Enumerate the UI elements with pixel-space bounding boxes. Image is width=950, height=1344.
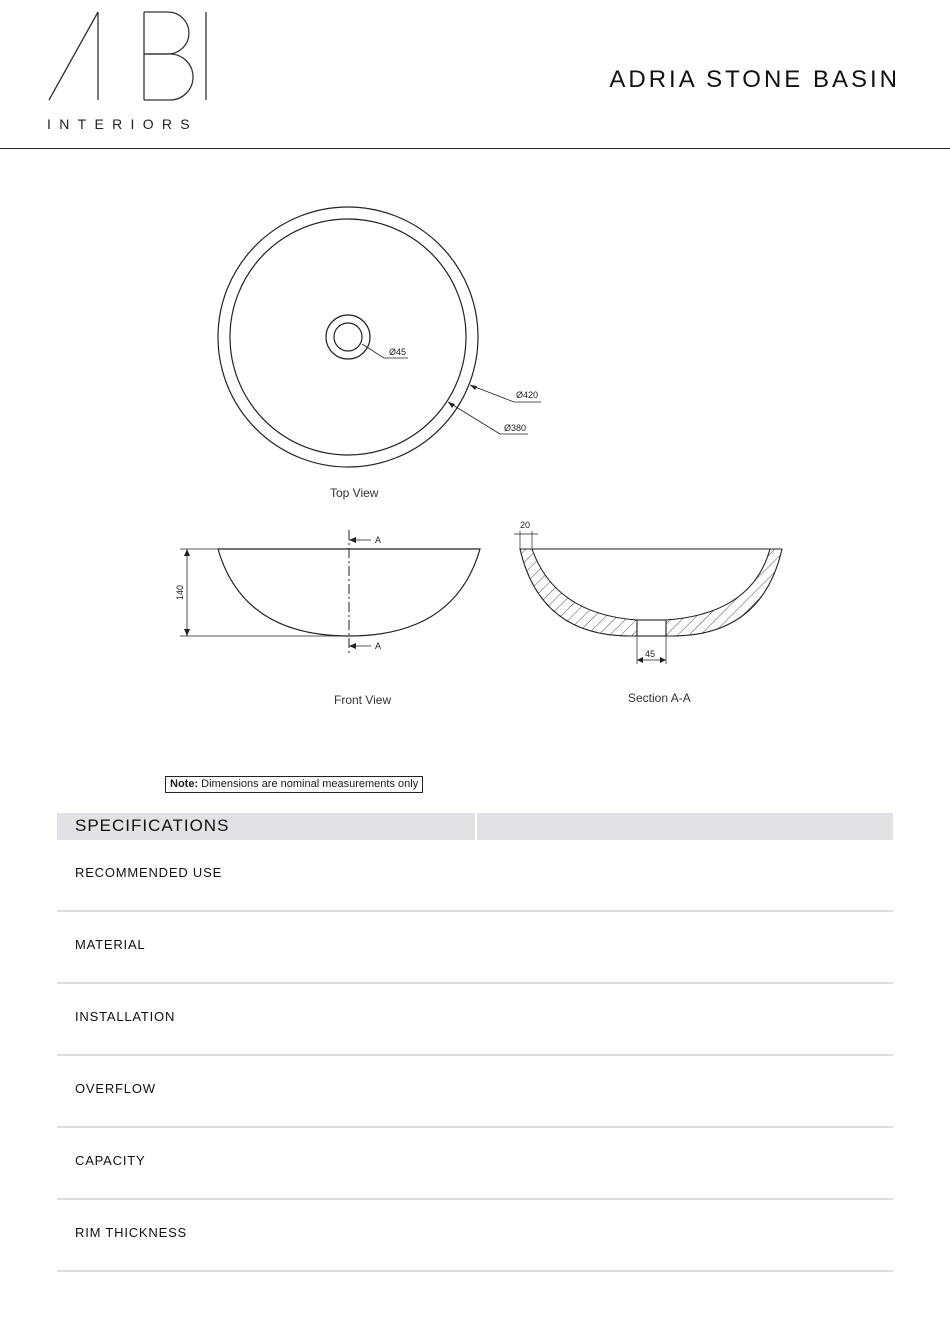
spec-label: MATERIAL: [75, 937, 146, 952]
section-mark-bottom: A: [375, 641, 382, 651]
outer-rim-circle: [218, 207, 478, 467]
dim-outer-diameter: Ø420: [516, 390, 539, 400]
top-view-label: Top View: [330, 486, 379, 500]
spec-row-installation: [57, 984, 893, 1056]
specifications-header: [57, 813, 893, 840]
section-waste-hole: [637, 620, 666, 636]
spec-row-material: [57, 912, 893, 984]
dim-rim: 20: [520, 520, 531, 530]
section-mark-top: A: [375, 535, 382, 545]
section-right-wall: [666, 549, 782, 636]
dim-height: 140: [175, 584, 185, 600]
spec-row-recommended-use: [57, 840, 893, 912]
inner-bowl-circle: [230, 219, 466, 455]
spec-row-overflow: [57, 1056, 893, 1128]
dim-inner-diameter: Ø380: [504, 423, 527, 433]
spec-label: OVERFLOW: [75, 1081, 156, 1096]
front-view-label: Front View: [334, 693, 392, 707]
spec-label: INSTALLATION: [75, 1009, 176, 1024]
section-view: [514, 520, 782, 705]
spec-label: CAPACITY: [75, 1153, 146, 1168]
dimensions-note: [165, 776, 423, 793]
note-label: Note:: [170, 778, 199, 790]
top-view: [218, 207, 541, 500]
dim-waste-diameter: Ø45: [389, 347, 407, 357]
spec-row-rim-thickness: [57, 1200, 893, 1272]
specifications-header-divider: [475, 813, 477, 840]
dim-waste-width: 45: [645, 649, 656, 659]
section-left-wall: [520, 549, 637, 636]
spec-row-capacity: [57, 1128, 893, 1200]
specifications-title: SPECIFICATIONS: [75, 816, 230, 835]
spec-label: RIM THICKNESS: [75, 1225, 188, 1240]
note-text: Dimensions are nominal measurements only: [201, 778, 419, 790]
document-title: ADRIA STONE BASIN: [609, 66, 900, 93]
waste-inner-circle: [334, 323, 362, 351]
spec-label: RECOMMENDED USE: [75, 865, 223, 880]
section-view-label: Section A-A: [628, 691, 691, 705]
brand-subtitle: INTERIORS: [47, 116, 198, 132]
waste-outer-circle: [326, 315, 370, 359]
front-view: [175, 530, 480, 707]
